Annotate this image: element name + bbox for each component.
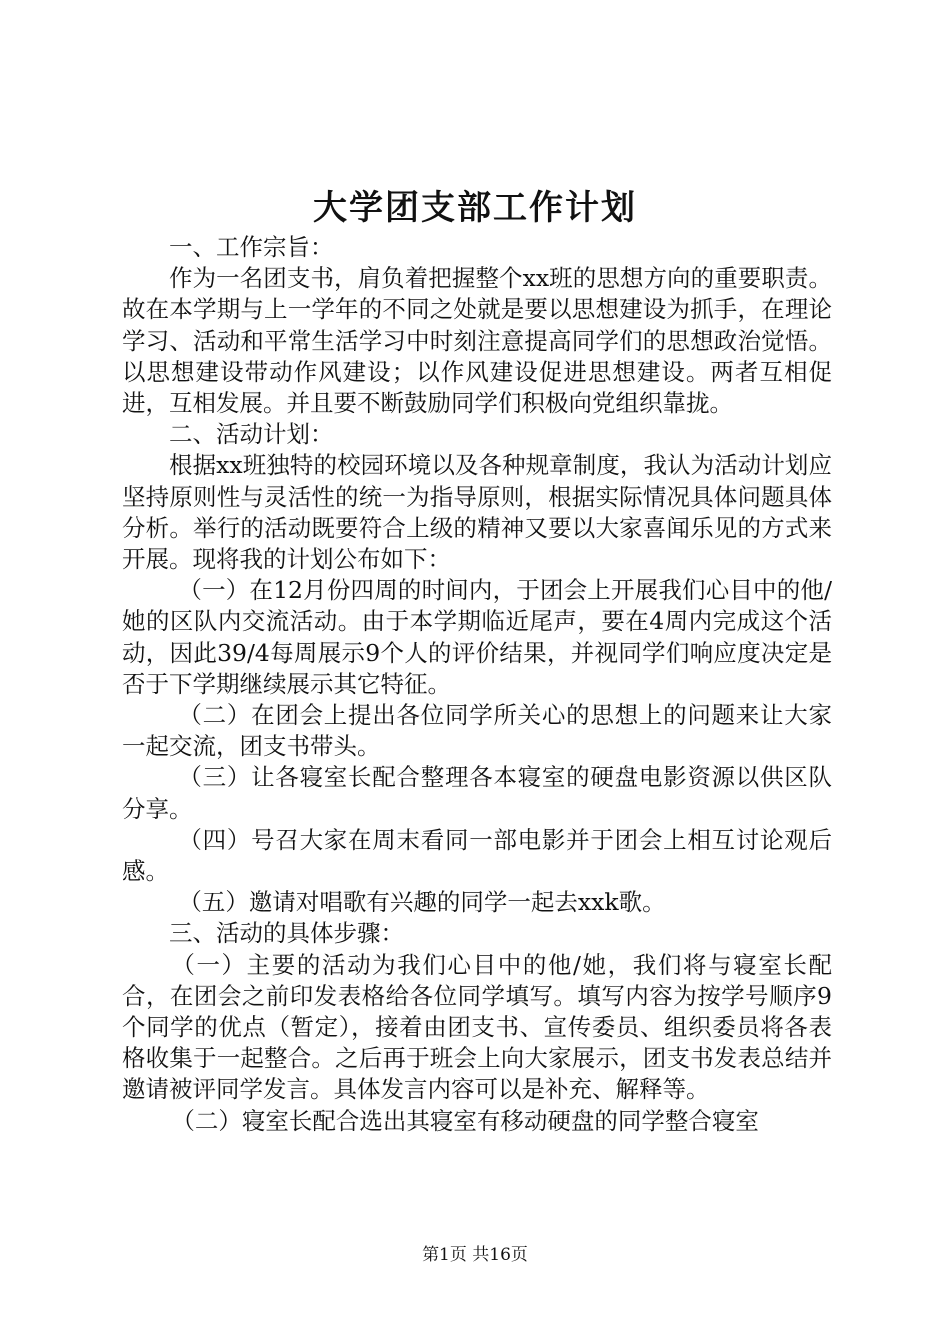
plan-item-2: （二）在团会上提出各位同学所关心的思想上的问题来让大家一起交流，团支书带头。 bbox=[122, 701, 832, 761]
step-item-2: （二）寝室长配合选出其寝室有移动硬盘的同学整合寝室 bbox=[171, 1106, 759, 1135]
paragraph-activity-plan: 根据xx班独特的校园环境以及各种规章制度，我认为活动计划应坚持原则性与灵活性的统一为指导原则，根据实际情况具体问题具体分析。举行的活动既要符合上级的精神又要以大家喜闻乐见的方式来开展。现将我的计划公布如下： bbox=[122, 451, 832, 574]
document-body bbox=[122, 232, 832, 1137]
section-heading-purpose: 一、工作宗旨： bbox=[169, 233, 334, 261]
page-footer: 第1页 共16页 bbox=[422, 1245, 528, 1265]
plan-item-1: （一）在12月份四周的时间内，于团会上开展我们心目中的他/她的区队内交流活动。由于本学期临近尾声，要在4周内完成这个活动，因此39/4每周展示9个人的评价结果，并视同学们响应度决定是否于下学期继续展示其它特征。 bbox=[122, 576, 832, 698]
document-title: 大学团支部工作计划 bbox=[313, 188, 637, 228]
plan-item-4: （四）号召大家在周末看同一部电影并于团会上相互讨论观后感。 bbox=[122, 825, 832, 886]
section-heading-activity-plan: 二、活动计划： bbox=[169, 420, 334, 449]
step-item-1: （一）主要的活动为我们心目中的他/她，我们将与寝室长配合，在团会之前印发表格给各位同学填写。填写内容为按学号顺序9个同学的优点（暂定），接着由团支书、宣传委员、组织委员将各表格收集于一起整合。之后再于班会上向大家展示，团支书发表总结并邀请被评同学发言。具体发言内容可以是补充、解释等。 bbox=[122, 950, 832, 1104]
plan-item-3: （三）让各寝室长配合整理各本寝室的硬盘电影资源以供区队分享。 bbox=[122, 763, 832, 823]
section-heading-steps: 三、活动的具体步骤： bbox=[169, 919, 404, 948]
plan-item-5: （五）邀请对唱歌有兴趣的同学一起去xxk歌。 bbox=[178, 888, 666, 917]
paragraph-purpose: 作为一名团支书，肩负着把握整个xx班的思想方向的重要职责。故在本学期与上一学年的不同之处就是要以思想建设为抓手，在理论学习、活动和平常生活学习中时刻注意提高同学们的思想政治觉悟。以思想建设带动作风建设；以作风建设促进思想建设。两者互相促进，互相发展。并且要不断鼓励同学们积极向党组织靠拢。 bbox=[122, 264, 832, 418]
